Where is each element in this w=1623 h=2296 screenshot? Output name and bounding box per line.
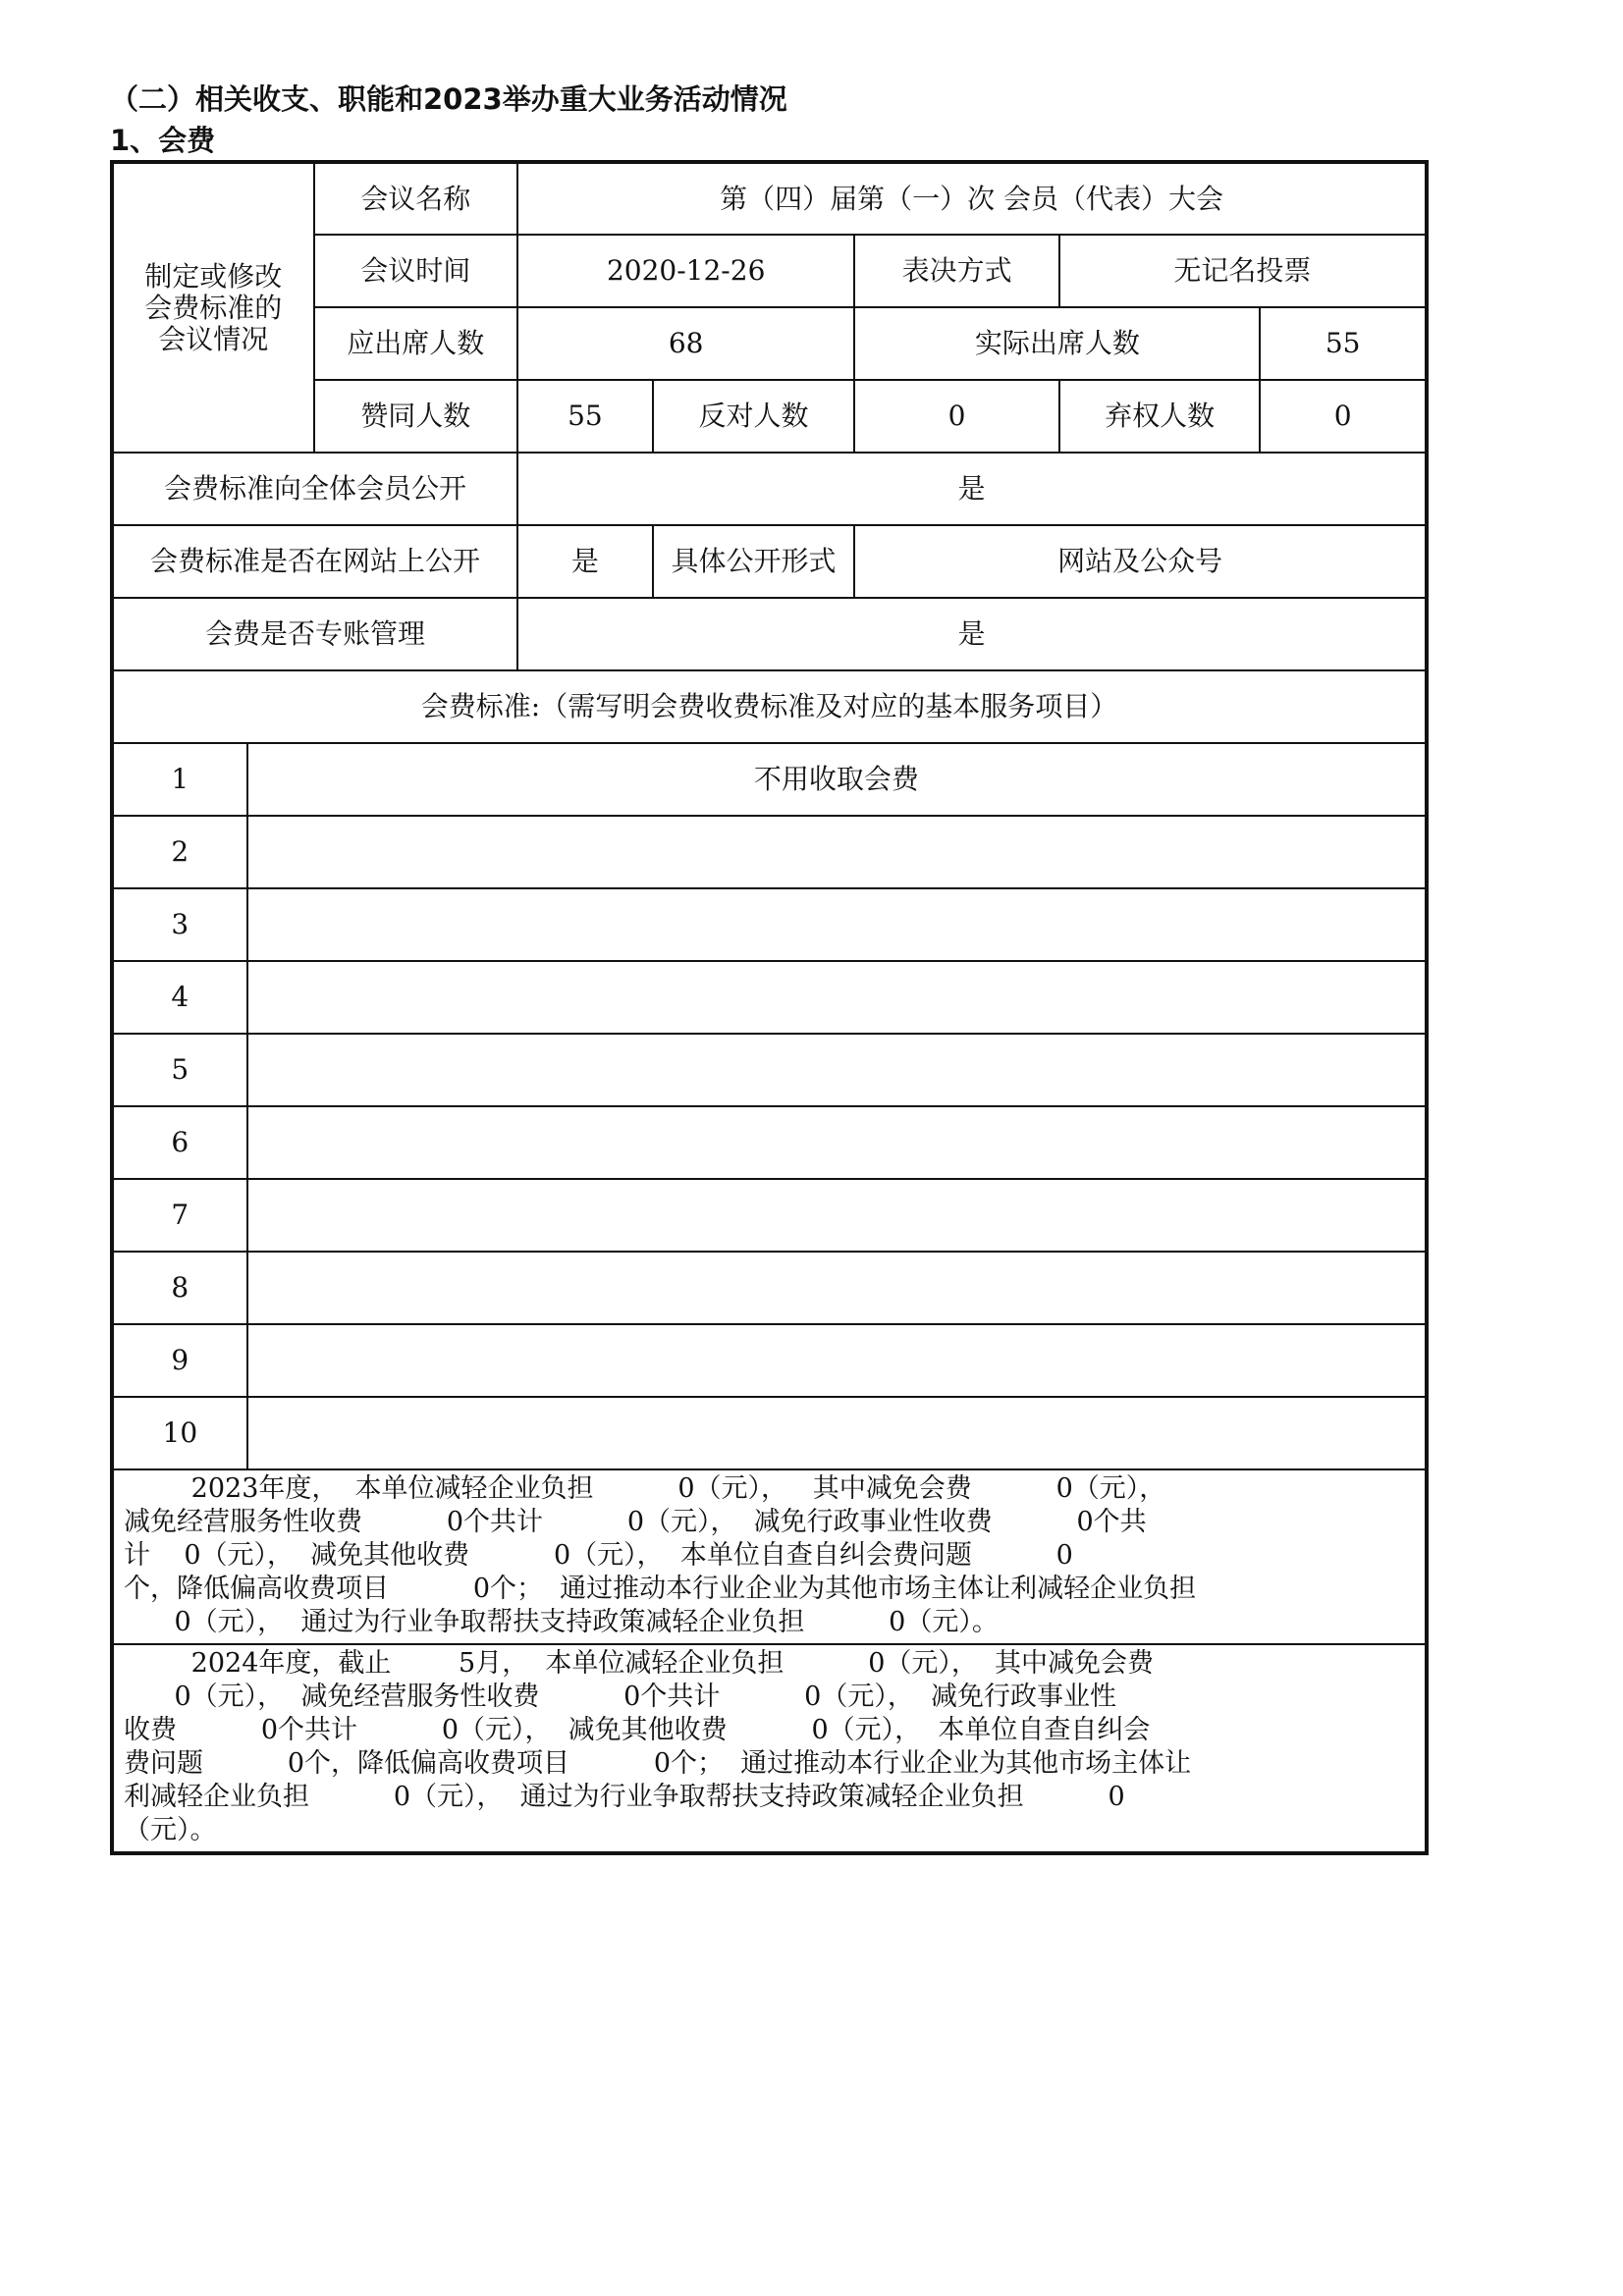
website-disclosure-label: 会费标准是否在网站上公开 xyxy=(112,525,517,598)
oppose-count-value: 0 xyxy=(854,380,1059,453)
meeting-time-value: 2020-12-26 xyxy=(517,235,854,307)
table-row xyxy=(112,1397,1427,1469)
row-content xyxy=(247,1252,1427,1324)
summary-2023: 2023年度， 本单位减轻企业负担 0（元）， 其中减免会费 0（元）， 减免经营服务性收费 0个共计 0（元）， 减免行政事业性收费 0个共 计 0（元）， 减免其他收费 0（元）， 本单位自查自纠会费问题 0 个，降低偏高收费项目 0个； 通过推动本行业企业为其他市场主体让利减轻企业负担 0（元）， 通过为行业争取帮扶支持政策减轻企业负担 0（元）。 xyxy=(112,1469,1427,1644)
table-row xyxy=(112,1034,1427,1106)
separate-account-label: 会费是否专账管理 xyxy=(112,598,517,670)
table-row xyxy=(112,1106,1427,1179)
row-number: 4 xyxy=(112,961,247,1034)
fee-standard-header: 会费标准:（需写明会费收费标准及对应的基本服务项目） xyxy=(112,670,1427,743)
summary-2024: 2024年度，截止 5月， 本单位减轻企业负担 0（元）， 其中减免会费 0（元）， 减免经营服务性收费 0个共计 0（元）， 减免行政事业性 收费 0个共计 0（元）， 减免其他收费 0（元）， 本单位自查自纠会 费问题 0个，降低偏高收费项目 0个； 通过推动本行业企业为其他市场主体让 利减轻企业负担 0（元）， 通过为行业争取帮扶支持政策减轻企业负担 0 （元）。 xyxy=(112,1644,1427,1853)
subsection-heading: 1、会费 xyxy=(110,124,216,157)
row-content xyxy=(247,888,1427,961)
row-number: 2 xyxy=(112,816,247,888)
vote-method-value: 无记名投票 xyxy=(1059,235,1427,307)
meeting-group-label: 制定或修改会费标准的会议情况 xyxy=(112,162,314,453)
meeting-name-value: 第（四）届第（一）次 会员（代表）大会 xyxy=(517,162,1427,235)
table-row xyxy=(112,1324,1427,1397)
oppose-count-label: 反对人数 xyxy=(653,380,855,453)
row-number: 1 xyxy=(112,743,247,816)
disclosure-form-value: 网站及公众号 xyxy=(854,525,1427,598)
meeting-name-label: 会议名称 xyxy=(314,162,518,235)
table-row xyxy=(112,1252,1427,1324)
approve-count-value: 55 xyxy=(517,380,653,453)
row-number: 5 xyxy=(112,1034,247,1106)
row-content xyxy=(247,1179,1427,1252)
table-row xyxy=(112,888,1427,961)
table-row xyxy=(112,961,1427,1034)
row-content xyxy=(247,1034,1427,1106)
row-content xyxy=(247,961,1427,1034)
public-disclosure-label: 会费标准向全体会员公开 xyxy=(112,453,517,525)
row-content xyxy=(247,1106,1427,1179)
table-row xyxy=(112,816,1427,888)
row-content xyxy=(247,816,1427,888)
abstain-count-label: 弃权人数 xyxy=(1059,380,1260,453)
row-number: 10 xyxy=(112,1397,247,1469)
separate-account-value: 是 xyxy=(517,598,1427,670)
disclosure-form-label: 具体公开形式 xyxy=(653,525,855,598)
row-number: 9 xyxy=(112,1324,247,1397)
public-disclosure-value: 是 xyxy=(517,453,1427,525)
meeting-time-label: 会议时间 xyxy=(314,235,518,307)
expected-attendance-label: 应出席人数 xyxy=(314,307,518,380)
expected-attendance-value: 68 xyxy=(517,307,854,380)
row-number: 7 xyxy=(112,1179,247,1252)
table-row xyxy=(112,743,1427,816)
row-number: 3 xyxy=(112,888,247,961)
membership-fee-table xyxy=(110,160,1429,1855)
row-number: 8 xyxy=(112,1252,247,1324)
actual-attendance-label: 实际出席人数 xyxy=(854,307,1260,380)
website-disclosure-value: 是 xyxy=(517,525,653,598)
table-row xyxy=(112,1179,1427,1252)
vote-method-label: 表决方式 xyxy=(854,235,1059,307)
row-content: 不用收取会费 xyxy=(247,743,1427,816)
section-heading: （二）相关收支、职能和2023举办重大业务活动情况 xyxy=(110,82,787,116)
approve-count-label: 赞同人数 xyxy=(314,380,518,453)
row-content xyxy=(247,1324,1427,1397)
row-number: 6 xyxy=(112,1106,247,1179)
row-content xyxy=(247,1397,1427,1469)
abstain-count-value: 0 xyxy=(1260,380,1427,453)
actual-attendance-value: 55 xyxy=(1260,307,1427,380)
